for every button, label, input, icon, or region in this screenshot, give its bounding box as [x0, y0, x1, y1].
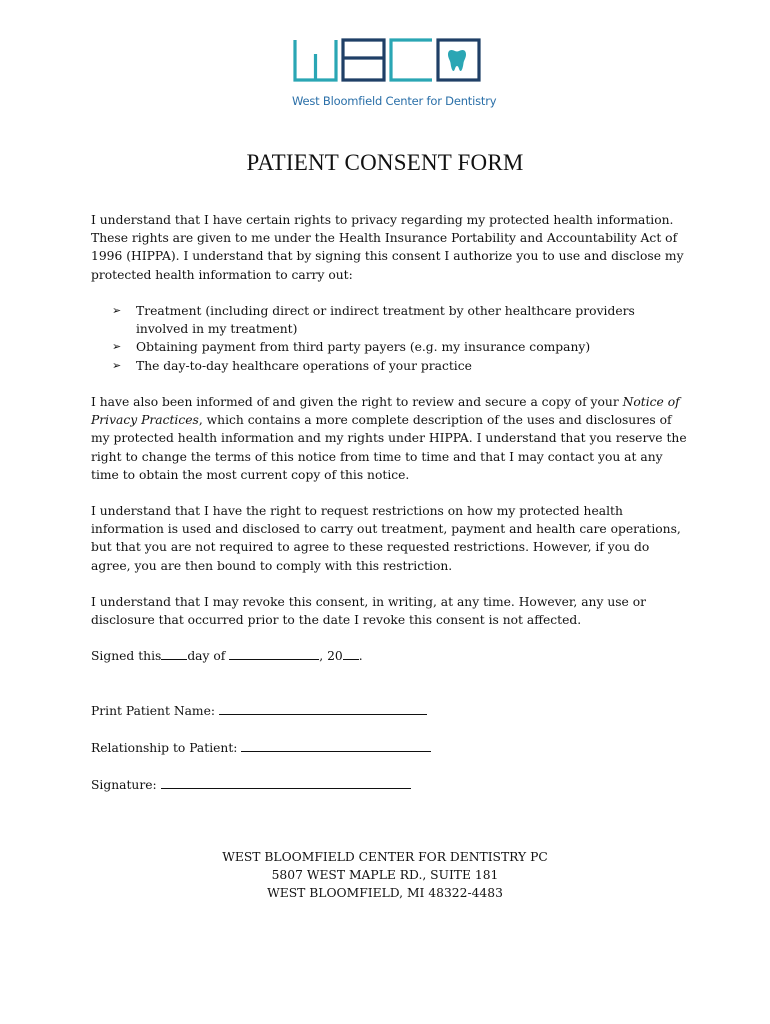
list-item-text: The day-to-day healthcare operations of your practice — [136, 358, 472, 373]
form-title: PATIENT CONSENT FORM — [246, 150, 524, 175]
practice-name: WEST BLOOMFIELD CENTER FOR DENTISTRY PC — [222, 850, 548, 864]
consent-purposes-list — [112, 302, 682, 375]
revoke-paragraph: I understand that I may revoke this consent, in writing, at any time. However, any use or disclosure that occurred prior to the date I revoke this consent is not affected. — [91, 595, 647, 628]
month-blank[interactable] — [229, 647, 319, 660]
tooth-icon — [448, 50, 466, 71]
logo-tagline: West Bloomfield Center for Dentistry — [292, 94, 497, 108]
arrow-bullet-icon: ➢ — [112, 340, 122, 354]
day-of-label: day of — [187, 649, 226, 663]
day-blank[interactable] — [161, 647, 187, 660]
signature-blank[interactable] — [161, 776, 411, 789]
rights-paragraph: I understand that I have certain rights to privacy regarding my protected health information. These rights are given to me under the Health Insurance Portability and Accountability Act of 1996 (HIPPA). I understand that by signing this consent I authorize you to use and disclose my protected health information to carry out: — [91, 213, 684, 282]
list-item — [112, 357, 682, 375]
year-blank[interactable] — [343, 647, 359, 660]
arrow-bullet-icon: ➢ — [112, 358, 122, 372]
signed-label: Signed this — [91, 649, 162, 663]
arrow-bullet-icon: ➢ — [112, 304, 122, 317]
practice-address — [0, 848, 770, 903]
relationship-blank[interactable] — [241, 739, 431, 752]
signed-date-line — [91, 647, 691, 665]
list-item-text: Obtaining payment from third party payers (e.g. my insurance company) — [136, 340, 591, 355]
list-item — [112, 338, 682, 356]
year-prefix-label: , 20 — [319, 649, 343, 663]
relationship-field — [91, 739, 431, 757]
city-state-zip: WEST BLOOMFIELD, MI 48322-4483 — [267, 886, 503, 901]
privacy-notice-paragraph — [91, 393, 691, 484]
street-address: 5807 WEST MAPLE RD., SUITE 181 — [271, 868, 499, 883]
relationship-label: Relationship to Patient: — [91, 741, 238, 755]
notice-of-privacy-practices: Notice of Privacy Practices — [91, 395, 680, 428]
list-item — [112, 302, 682, 338]
practice-logo — [292, 36, 497, 116]
signature-field — [91, 776, 411, 794]
print-name-blank[interactable] — [219, 702, 427, 715]
restrictions-paragraph: I understand that I have the right to request restrictions on how my protected health information is used and disclosed to carry out treatment, payment and health care operations, but that you are not required to agree to these requested restrictions. However, if you do agree, you are then bound to comply with this restriction. — [91, 504, 681, 573]
list-item-text: Treatment (including direct or indirect treatment by other healthcare providers involved in my treatment) — [136, 304, 635, 337]
print-name-label: Print Patient Name: — [91, 704, 216, 718]
signature-label: Signature: — [91, 778, 157, 792]
wbcd-wordmark-logo — [292, 36, 484, 92]
print-name-field — [91, 702, 427, 720]
privacy-text-before: I have also been informed of and given the right to review and secure a copy of your — [91, 395, 623, 409]
period: . — [358, 649, 363, 663]
privacy-text-after: , which contains a more complete description of the uses and disclosures of my protected health information and my rights under HIPPA. I understand that you reserve the right to change the terms of this notice from time to time and that I may contact you at any time to obtain the most current copy of this notice. — [91, 413, 687, 482]
